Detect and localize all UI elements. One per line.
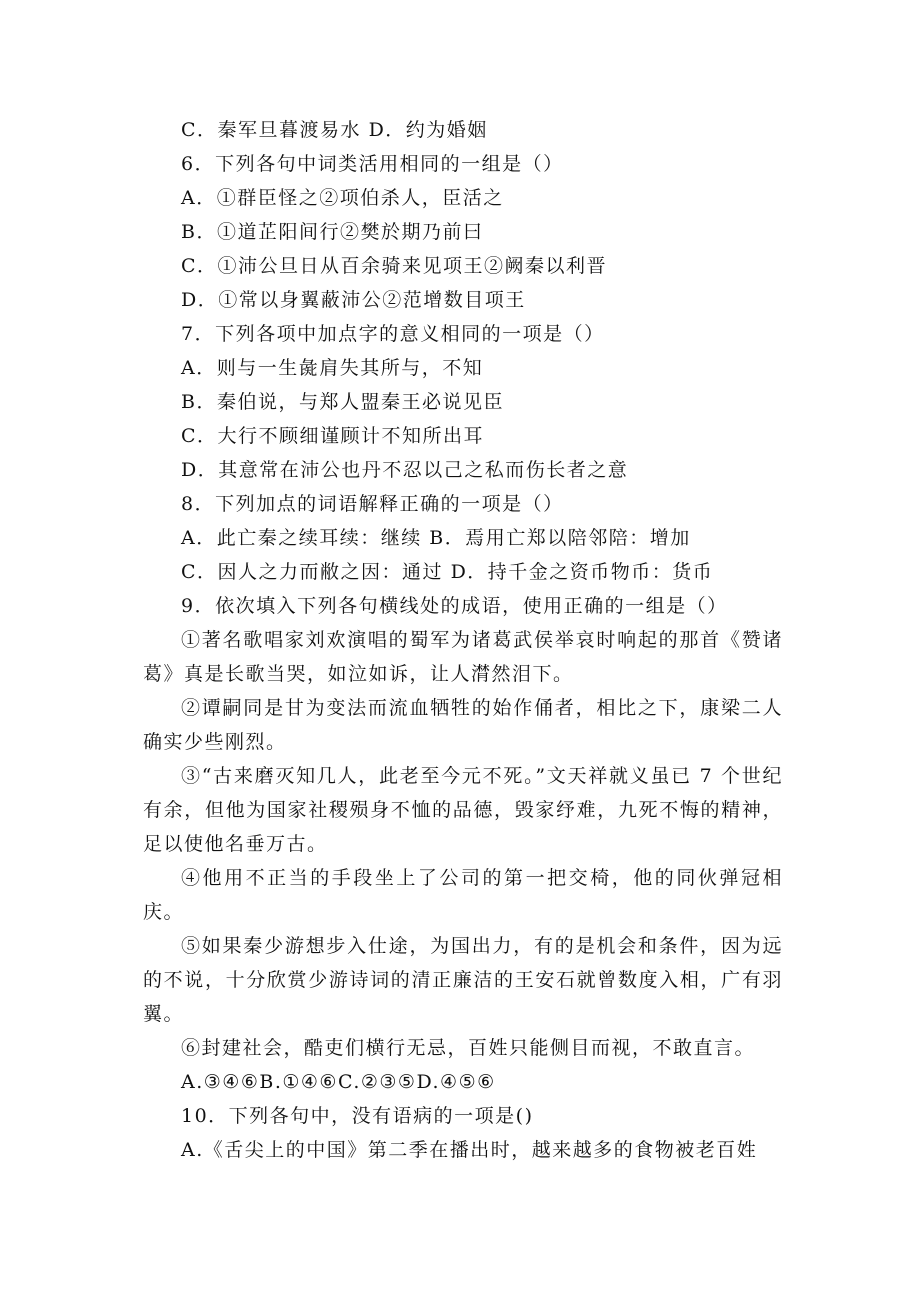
question-10: 10．下列各句中，没有语病的一项是() (181, 1105, 534, 1127)
q9-sentence-1: ①著名歌唱家刘欢演唱的蜀军为诸葛武侯举哀时响起的那首《赞诸葛》真是长歌当哭，如泣如诉，让人潸然泪下。 (143, 629, 783, 685)
q8-options-cd: C．因人之力而敝之因：通过 D．持千金之资币物币：货币 (181, 561, 714, 583)
document-body (143, 113, 783, 1167)
q6-option-b: B．①道芷阳间行②樊於期乃前曰 (181, 221, 484, 243)
q6-option-a: A．①群臣怪之②项伯杀人，臣活之 (181, 187, 504, 209)
q9-sentence-2: ②谭嗣同是甘为变法而流血牺牲的始作俑者，相比之下，康梁二人确实少些刚烈。 (143, 697, 783, 753)
question-7: 7．下列各项中加点字的意义相同的一项是（） (181, 323, 605, 345)
q10-option-a: A.《舌尖上的中国》第二季在播出时，越来越多的食物被老百姓 (181, 1139, 758, 1161)
q9-sentence-4: ④他用不正当的手段坐上了公司的第一把交椅，他的同伙弹冠相庆。 (143, 867, 783, 923)
q6-option-c: C．①沛公旦日从百余骑来见项王②阙秦以利晋 (181, 255, 608, 277)
q7-option-d: D．其意常在沛公也丹不忍以己之私而伤长者之意 (181, 459, 629, 481)
q9-options: A.③④⑥B.①④⑥C.②③⑤D.④⑤⑥ (181, 1071, 496, 1093)
q9-sentence-3: ③“古来磨灭知几人，此老至今元不死。”文天祥就义虽已 7 个世纪有余，但他为国家社稷殒身不恤的品德，毁家纾难，九死不悔的精神，足以使他名垂万古。 (143, 765, 783, 855)
option-c-line: C．秦军旦暮渡易水 D．约为婚姻 (181, 119, 488, 141)
q7-option-c: C．大行不顾细谨顾计不知所出耳 (181, 425, 485, 447)
q6-option-d: D．①常以身翼蔽沛公②范增数目项王 (181, 289, 526, 311)
q8-options-ab: A．此亡秦之续耳续：继续 B．焉用亡郑以陪邻陪：增加 (181, 527, 691, 549)
q9-sentence-6: ⑥封建社会，酷吏们横行无忌，百姓只能侧目而视，不敢直言。 (181, 1037, 756, 1059)
question-8: 8．下列加点的词语解释正确的一项是（） (181, 493, 564, 515)
q7-option-a: A．则与一生彘肩失其所与，不知 (181, 357, 484, 379)
question-6: 6．下列各句中词类活用相同的一组是（） (181, 153, 564, 175)
q7-option-b: B．秦伯说，与郑人盟秦王必说见臣 (181, 391, 504, 413)
question-9: 9．依次填入下列各句横线处的成语，使用正确的一组是（） (181, 595, 728, 617)
q9-sentence-5: ⑤如果秦少游想步入仕途，为国出力，有的是机会和条件，因为远的不说，十分欣赏少游诗词的清正廉洁的王安石就曾数度入相，广有羽翼。 (143, 935, 783, 1025)
